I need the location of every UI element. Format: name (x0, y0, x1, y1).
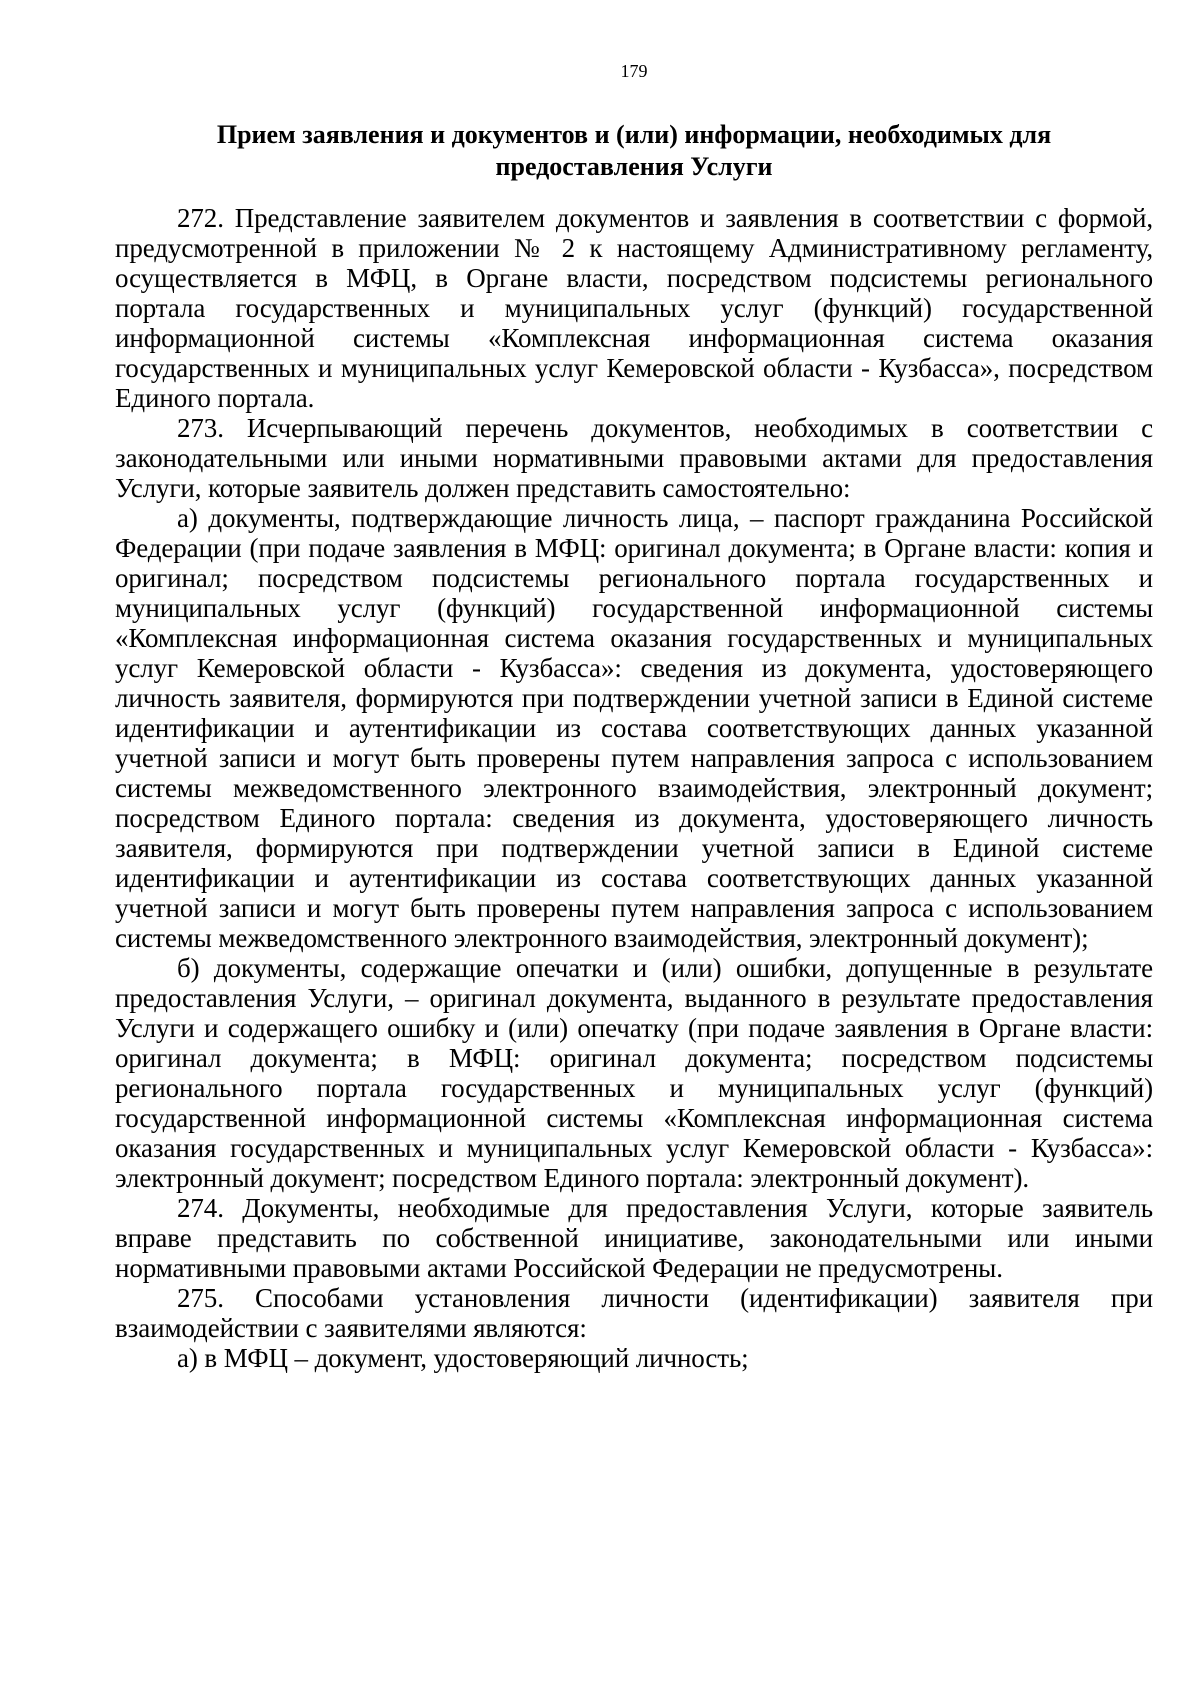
paragraph-273: 273. Исчерпывающий перечень документов, необходимых в соответствии с законодательными или иными нормативными правовыми актами для предоставления Услуги, которые заявитель должен представить самостоятельно: (115, 413, 1153, 503)
paragraph-274: 274. Документы, необходимые для предоставления Услуги, которые заявитель вправе представить по собственной инициативе, законодательными или иными нормативными правовыми актами Российской Федерации не предусмотрены. (115, 1193, 1153, 1283)
document-page (115, 60, 1153, 1373)
paragraph-275: 275. Способами установления личности (идентификации) заявителя при взаимодействии с заявителями являются: (115, 1283, 1153, 1343)
section-heading-line-1: Прием заявления и документов и (или) информации, необходимых для (216, 120, 1052, 149)
paragraph-273-item-b: б) документы, содержащие опечатки и (или) ошибки, допущенные в результате предоставления Услуги, – оригинал документа, выданного в результате предоставления Услуги и содержащего ошибку и (или) опечатку (при подаче заявления в Органе власти: оригинал документа; в МФЦ: оригинал документа; посредством подсистемы регионального портала государственных и муниципальных услуг (функций) государственной информационной системы «Комплексная информационная система оказания государственных и муниципальных услуг Кемеровской области - Кузбасса»: электронный документ; посредством Единого портала: электронный документ). (115, 953, 1153, 1193)
paragraph-273-item-a: а) документы, подтверждающие личность лица, – паспорт гражданина Российской Федерации (при подаче заявления в МФЦ: оригинал документа; в Органе власти: копия и оригинал; посредством подсистемы регионального портала государственных и муниципальных услуг (функций) государственной информационной системы «Комплексная информационная система оказания государственных и муниципальных услуг Кемеровской области - Кузбасса»: сведения из документа, удостоверяющего личность заявителя, формируются при подтверждении учетной записи в Единой системе идентификации и аутентификации из состава соответствующих данных указанной учетной записи и могут быть проверены путем направления запроса с использованием системы межведомственного электронного взаимодействия, электронный документ; посредством Единого портала: сведения из документа, удостоверяющего личность заявителя, формируются при подтверждении учетной записи в Единой системе идентификации и аутентификации из состава соответствующих данных указанной учетной записи и могут быть проверены путем направления запроса с использованием системы межведомственного электронного взаимодействия, электронный документ); (115, 503, 1153, 953)
paragraph-275-item-a: а) в МФЦ – документ, удостоверяющий личность; (177, 1343, 749, 1373)
section-heading-line-2: предоставления Услуги (495, 152, 773, 181)
page-number: 179 (620, 61, 648, 81)
section-heading (115, 119, 1153, 183)
paragraph-272: 272. Представление заявителем документов и заявления в соответствии с формой, предусмотренной в приложении № 2 к настоящему Административному регламенту, осуществляется в МФЦ, в Органе власти, посредством подсистемы регионального портала государственных и муниципальных услуг (функций) государственной информационной системы «Комплексная информационная система оказания государственных и муниципальных услуг Кемеровской области - Кузбасса», посредством Единого портала. (115, 203, 1153, 413)
